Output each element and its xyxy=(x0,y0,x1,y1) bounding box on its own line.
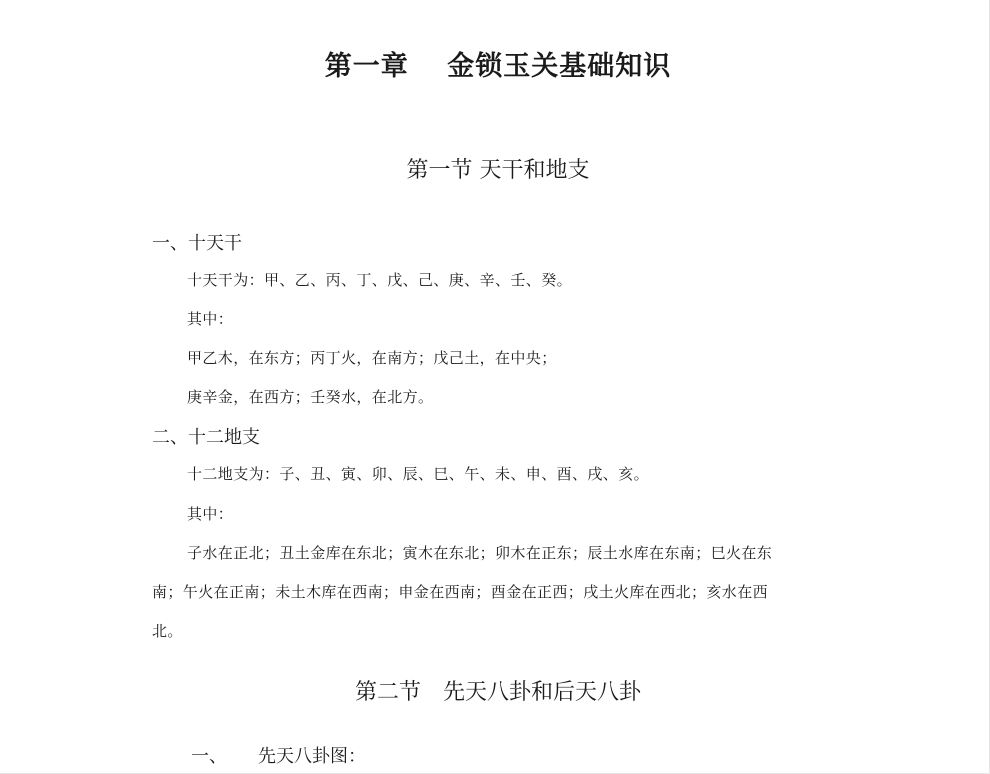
paragraph-stems-list: 十天干为：甲、乙、丙、丁、戊、己、庚、辛、壬、癸。 xyxy=(187,271,573,289)
heading-twelve-branches: 二、十二地支 xyxy=(152,427,260,448)
paragraph-branches-list: 十二地支为：子、丑、寅、卯、辰、巳、午、未、申、酉、戌、亥。 xyxy=(187,465,650,483)
paragraph-branches-qizhong: 其中： xyxy=(187,505,234,523)
paragraph-stems-line-2: 庚辛金，在西方；壬癸水，在北方。 xyxy=(187,388,434,406)
section-title-2: 第二节 先天八卦和后天八卦 xyxy=(354,680,641,705)
subheading-number: 一、 xyxy=(191,746,227,767)
subheading-text: 先天八卦图： xyxy=(258,746,366,767)
paragraph-branches-line-1: 子水在正北；丑土金库在东北；寅木在东北；卯木在正东；辰土水库在东南；巳火在东 xyxy=(187,544,773,562)
paragraph-stems-line-1: 甲乙木，在东方；丙丁火，在南方；戊己土，在中央； xyxy=(187,349,557,367)
section-title-1: 第一节 天干和地支 xyxy=(406,158,590,183)
chapter-title: 第一章 金锁玉关基础知识 xyxy=(324,51,672,82)
paragraph-stems-qizhong: 其中： xyxy=(187,310,234,328)
paragraph-branches-line-3: 北。 xyxy=(152,622,183,640)
heading-ten-stems: 一、十天干 xyxy=(152,233,242,254)
paragraph-branches-line-2: 南；午火在正南；未土木库在西南；申金在西南；酉金在正西；戌土火库在西北；亥水在西 xyxy=(152,583,769,601)
